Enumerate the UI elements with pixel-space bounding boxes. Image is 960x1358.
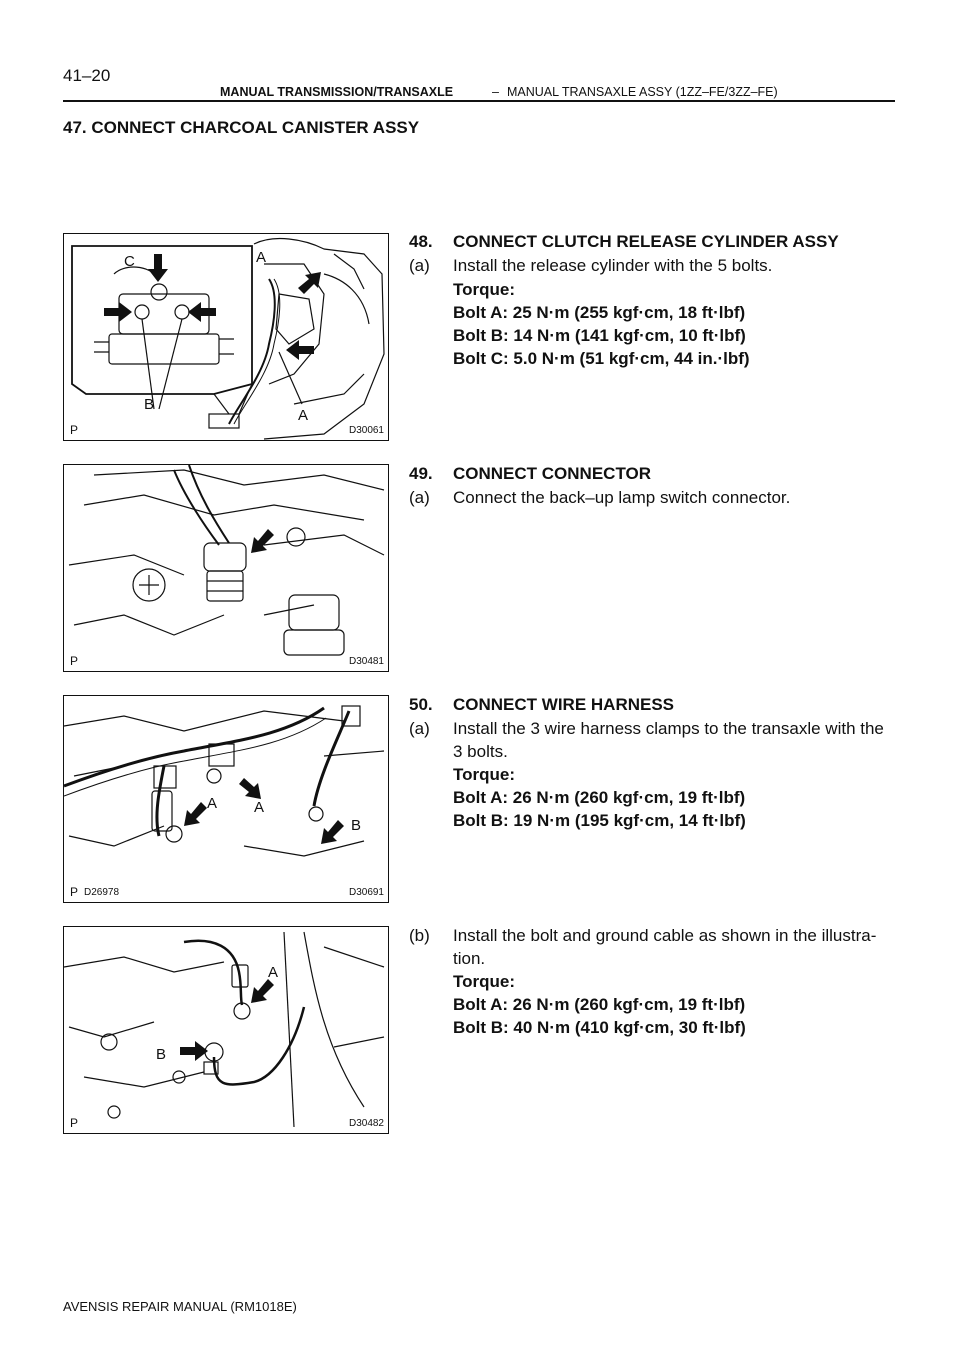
figure-2-code: D30481 (348, 656, 384, 667)
step-48-torque-label: Torque: (453, 280, 516, 299)
figure-1-label-b: B (144, 396, 155, 413)
header-dash: – (492, 85, 499, 99)
step-50-b-torque-a: Bolt A: 26 N·m (260 kgf·cm, 19 ft·lbf) (453, 995, 746, 1014)
figure-1-label-a-bottom: A (298, 407, 309, 424)
figure-3-label-a-right: A (254, 799, 265, 816)
step-50-a-torque-a: Bolt A: 26 N·m (260 kgf·cm, 19 ft·lbf) (453, 788, 746, 807)
header-subsection: MANUAL TRANSAXLE ASSY (1ZZ–FE/3ZZ–FE) (507, 85, 778, 99)
header-section: MANUAL TRANSMISSION/TRANSAXLE (220, 85, 454, 99)
step-50-a-label: (a) (409, 719, 430, 738)
figure-4-code: D30482 (348, 1118, 384, 1129)
step-49-number: 49. (409, 464, 433, 483)
step-50-a-torque-b: Bolt B: 19 N·m (195 kgf·cm, 14 ft·lbf) (453, 811, 746, 830)
figure-4-label-a: A (268, 964, 279, 981)
figure-4-p-marker: P (70, 1116, 79, 1130)
step-50-a-text-line2: 3 bolts. (453, 742, 508, 761)
backup-lamp-switch-illustration (64, 465, 389, 672)
step-48-torque-a: Bolt A: 25 N·m (255 kgf·cm, 18 ft·lbf) (453, 303, 746, 322)
step-50-title: CONNECT WIRE HARNESS (453, 695, 675, 714)
release-cylinder-illustration (64, 234, 389, 441)
figure-1-label-a-top: A (256, 249, 267, 266)
step-48-number: 48. (409, 232, 433, 251)
step-50-b-text-line1: Install the bolt and ground cable as shown in the illustra- (453, 926, 877, 945)
figure-3-code-secondary: D26978 (84, 887, 120, 898)
step-49-a-text: Connect the back–up lamp switch connector. (453, 488, 791, 507)
figure-2-p-marker: P (70, 654, 79, 668)
step-50-number: 50. (409, 695, 433, 714)
step-49-title: CONNECT CONNECTOR (453, 464, 652, 483)
figure-1-p-marker: P (70, 423, 79, 437)
footer-manual-name: AVENSIS REPAIR MANUAL (RM1018E) (63, 1299, 297, 1314)
step-49-a-label: (a) (409, 488, 430, 507)
step-50-a-torque-label: Torque: (453, 765, 516, 784)
figure-release-cylinder (63, 233, 389, 441)
step-48-a-text: Install the release cylinder with the 5 bolts. (453, 256, 773, 275)
figure-3-code: D30691 (348, 887, 384, 898)
step-48-torque-b: Bolt B: 14 N·m (141 kgf·cm, 10 ft·lbf) (453, 326, 746, 345)
figure-3-label-a-left: A (207, 795, 218, 812)
step-47-title: 47. CONNECT CHARCOAL CANISTER ASSY (63, 118, 420, 137)
step-50-a-text-line1: Install the 3 wire harness clamps to the transaxle with the (453, 719, 884, 738)
figure-ground-cable (63, 926, 389, 1134)
figure-1-code: D30061 (348, 425, 384, 436)
step-48-a-label: (a) (409, 256, 430, 275)
figure-wire-harness (63, 695, 389, 903)
page-number: 41–20 (63, 66, 111, 85)
ground-cable-illustration (64, 927, 389, 1134)
figure-3-p-marker: P (70, 885, 79, 899)
step-50-b-text-line2: tion. (453, 949, 486, 968)
header-rule (63, 100, 895, 102)
step-48-torque-c: Bolt C: 5.0 N·m (51 kgf·cm, 44 in.·lbf) (453, 349, 750, 368)
step-50-b-torque-b: Bolt B: 40 N·m (410 kgf·cm, 30 ft·lbf) (453, 1018, 746, 1037)
figure-backup-lamp-switch (63, 464, 389, 672)
step-50-b-label: (b) (409, 926, 430, 945)
step-48-title: CONNECT CLUTCH RELEASE CYLINDER ASSY (453, 232, 839, 251)
step-50-b-torque-label: Torque: (453, 972, 516, 991)
figure-4-label-b: B (156, 1046, 167, 1063)
figure-3-label-b: B (351, 817, 362, 834)
wire-harness-illustration (64, 696, 389, 903)
figure-1-label-c: C (124, 253, 135, 270)
